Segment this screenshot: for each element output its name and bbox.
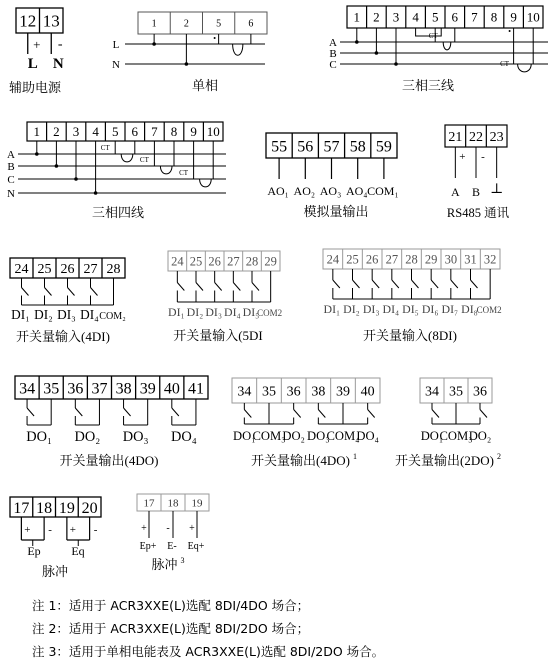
terminal-number: 26 xyxy=(365,252,379,267)
di-label-5: DI₅ xyxy=(402,302,419,316)
terminal-number: 26 xyxy=(60,262,75,278)
terminal-number: 5 xyxy=(216,18,222,30)
terminal-number: 23 xyxy=(489,130,504,146)
block-caption: 开关量输入(4DI) xyxy=(16,329,110,344)
do-label-4: DO₄ xyxy=(170,429,197,445)
terminal-number: 36 xyxy=(473,384,487,400)
terminal-number: 18 xyxy=(167,497,179,510)
terminal-number: 1 xyxy=(353,9,361,25)
minus-sign: - xyxy=(93,524,98,536)
minus-sign: - xyxy=(48,524,52,536)
terminal-number: 35 xyxy=(262,384,276,400)
analog-output-caption: 模拟量输出 xyxy=(303,204,369,219)
do-label-3: DO₃ xyxy=(122,429,149,445)
di-label-4: DI₄ xyxy=(80,307,99,322)
wire-label-l: L xyxy=(27,56,38,72)
terminal-number: 55 xyxy=(271,138,288,156)
plus-sign: + xyxy=(69,524,76,536)
terminal-number: 5 xyxy=(431,9,439,25)
terminal-number: 2 xyxy=(183,18,189,30)
di-label-2: DI₂ xyxy=(34,307,53,322)
rs485-diagram xyxy=(445,125,510,220)
terminal-number: 10 xyxy=(206,124,220,140)
terminal-number: 56 xyxy=(297,138,314,156)
terminal-number: 37 xyxy=(91,380,108,398)
terminal-number: 29 xyxy=(424,252,438,267)
pulse-label-ep: Ep xyxy=(27,544,41,558)
terminal-number: 34 xyxy=(237,384,252,400)
terminal-number: 24 xyxy=(14,262,29,278)
terminal-number: 27 xyxy=(385,252,399,267)
terminal-number: 57 xyxy=(323,138,340,156)
terminal-number: 1 xyxy=(33,124,41,140)
do-label-2: COM₃ xyxy=(252,429,286,443)
pulse-label-3: Eq+ xyxy=(187,541,205,552)
plus-sign: + xyxy=(141,523,147,534)
block-caption: 开关量输出(4DO) xyxy=(59,453,159,468)
wire-label-n: N xyxy=(7,188,15,200)
di-label-5: DI₅ xyxy=(242,305,260,319)
di-label-6: DI₆ xyxy=(421,302,439,316)
do-label-4: DO₃ xyxy=(307,429,330,443)
di8-diagram xyxy=(323,249,502,343)
wire-label-b: B xyxy=(329,48,337,60)
ct-label: CT xyxy=(179,169,189,177)
terminal-number: 25 xyxy=(346,252,359,267)
wire-label-b: B xyxy=(7,161,15,173)
terminal-number: 26 xyxy=(208,254,221,269)
di4-diagram xyxy=(10,258,126,344)
do2-diagram xyxy=(395,378,501,468)
do-label-5: COM₄ xyxy=(326,429,360,443)
ct-label: CT xyxy=(500,60,510,68)
do4-diagram xyxy=(15,376,208,468)
pulse-caption: 脉冲 xyxy=(41,564,69,579)
terminal-number: 40 xyxy=(360,384,375,400)
pulse-3-diagram xyxy=(137,494,209,572)
do-label-2: COM₃ xyxy=(439,429,473,443)
terminal-number: 17 xyxy=(143,497,155,510)
wire-label-a: A xyxy=(329,37,337,49)
terminal-number: 22 xyxy=(469,130,483,146)
minus-sign: - xyxy=(57,37,63,52)
do-label-6: DO₄ xyxy=(356,429,379,443)
terminal-number: 10 xyxy=(526,9,540,25)
terminal-number: 19 xyxy=(191,497,203,510)
terminal-number: 9 xyxy=(190,124,197,140)
do-label-3: DO₂ xyxy=(282,429,305,443)
single-phase-diagram xyxy=(112,12,267,93)
wire-label-c: C xyxy=(7,174,15,186)
do-label-1: DO₁ xyxy=(420,429,444,443)
do2-extra xyxy=(456,403,487,424)
terminal-number: 1 xyxy=(151,18,157,30)
terminal-number: 18 xyxy=(36,499,53,517)
terminal-number: 13 xyxy=(42,11,60,31)
ao-label-1: AO₁ xyxy=(267,184,289,198)
terminal-number: 2 xyxy=(373,9,380,25)
minus-sign: - xyxy=(481,151,485,163)
di-label-3: DI₃ xyxy=(205,305,222,319)
pulse-label-1: Ep+ xyxy=(139,541,157,552)
ct-label: CT xyxy=(100,144,110,152)
ao-label-4: AO₄ xyxy=(345,184,368,198)
di5-diagram xyxy=(168,251,282,343)
pulse-label-eq: Eq xyxy=(71,544,85,558)
di-label-1: DI₁ xyxy=(323,302,341,316)
terminal-number: 36 xyxy=(286,384,301,400)
ct-label: CT xyxy=(139,156,149,164)
terminal-number: 3 xyxy=(392,9,400,25)
terminal-number: 5 xyxy=(111,124,119,140)
wire-label-c: C xyxy=(329,59,337,71)
terminal-number: 39 xyxy=(336,384,350,400)
footnotes xyxy=(32,594,384,663)
di-label-8: DI₈ xyxy=(461,302,478,316)
terminal-number: 28 xyxy=(405,252,418,267)
terminal-number: 40 xyxy=(163,380,180,398)
plus-sign: + xyxy=(189,523,195,534)
aux-power-caption: 辅助电源 xyxy=(8,80,62,95)
terminal-number: 34 xyxy=(19,380,36,398)
three-phase-three-wire-caption: 三相三线 xyxy=(401,78,455,93)
wire-label-n: N xyxy=(52,56,64,72)
di-label-9: COM2 xyxy=(476,305,502,315)
three-phase-three-wire-diagram xyxy=(329,6,548,93)
di-label-2: DI₂ xyxy=(343,302,360,316)
wire-label-n: N xyxy=(112,59,120,71)
di-label-3: DI₃ xyxy=(362,302,380,316)
terminal-number: 12 xyxy=(19,11,37,31)
minus-sign: - xyxy=(166,523,170,534)
rs485-label-b: B xyxy=(471,185,481,199)
terminal-number: 27 xyxy=(227,254,240,269)
terminal-number: 38 xyxy=(311,384,326,400)
block-caption: 开关量输出(4DO) $^1$ xyxy=(251,452,357,468)
di-label-3: DI₃ xyxy=(57,307,76,322)
block-caption: 开关量输入(8DI) xyxy=(363,328,457,343)
block-caption: 开关量输出(2DO) $^2$ xyxy=(395,452,501,468)
terminal-number: 6 xyxy=(131,124,139,140)
wire-label-a: A xyxy=(7,149,15,161)
terminal-number: 7 xyxy=(471,9,478,25)
terminal-number: 6 xyxy=(451,9,459,25)
do-label-3: DO₂ xyxy=(468,429,492,443)
di-label-4: DI₄ xyxy=(224,305,241,319)
di-label-7: DI₇ xyxy=(441,302,459,316)
terminal-number: 9 xyxy=(510,9,517,25)
pulse-4-diagram xyxy=(10,497,101,579)
terminal-number: 7 xyxy=(151,124,158,140)
terminal-number: 3 xyxy=(72,124,80,140)
terminal-number: 6 xyxy=(248,18,254,30)
block-caption: 开关量输入(5DI xyxy=(173,328,263,343)
terminal-number: 19 xyxy=(58,499,75,517)
terminal-number: 20 xyxy=(81,499,98,517)
ground-icon: ⊥ xyxy=(490,182,504,197)
terminal-number: 28 xyxy=(106,262,121,278)
terminal-number: 4 xyxy=(412,9,419,25)
terminal-number: 4 xyxy=(92,124,99,140)
ao-label-2: AO₂ xyxy=(293,184,316,198)
pulse-label-2: E- xyxy=(167,541,177,552)
terminal-number: 30 xyxy=(444,252,458,267)
terminal-number: 28 xyxy=(245,254,259,269)
footnote-3: 注 3：适用于单相电能表及 ACR3XXE(L)选配 8DI/2DO 场合。 xyxy=(32,644,385,659)
terminal-number: 2 xyxy=(53,124,60,140)
footnote-1: 注 1：适用于 ACR3XXE(L)选配 8DI/4DO 场合； xyxy=(32,598,310,613)
terminal-number: 32 xyxy=(483,252,497,267)
terminal-number: 25 xyxy=(37,262,52,278)
do-label-1: DO₁ xyxy=(233,429,256,443)
three-phase-four-wire-caption: 三相四线 xyxy=(91,205,145,220)
rs485-caption: RS485 通讯 xyxy=(446,206,510,220)
terminal-number: 25 xyxy=(189,254,203,269)
di-label-1: DI₁ xyxy=(11,307,30,322)
terminal-number: 24 xyxy=(326,252,340,267)
footnote-2: 注 2：适用于 ACR3XXE(L)选配 8DI/2DO 场合； xyxy=(32,621,310,636)
di-label-4: DI₄ xyxy=(382,302,400,316)
di-label-6: COM2 xyxy=(257,308,283,318)
terminal-number: 34 xyxy=(425,384,439,400)
terminal-number: 58 xyxy=(349,138,366,156)
terminal-number: 24 xyxy=(171,254,184,269)
rs485-label-a: A xyxy=(450,185,460,199)
do-label-2: DO₂ xyxy=(74,429,101,445)
ao-label-5: COM₁ xyxy=(367,184,399,198)
single-phase-caption: 单相 xyxy=(191,78,219,93)
do4-com-diagram xyxy=(232,378,380,468)
di-label-5: COM₂ xyxy=(99,311,126,322)
terminal-number: 17 xyxy=(13,499,30,517)
di-label-2: DI₂ xyxy=(186,305,204,319)
terminal-number: 31 xyxy=(464,252,477,267)
plus-sign: + xyxy=(33,37,41,52)
terminal-number: 27 xyxy=(83,262,98,278)
ct-label: CT xyxy=(428,32,438,40)
plus-sign: + xyxy=(459,151,466,163)
terminal-number: 35 xyxy=(449,384,463,400)
terminal-number: 59 xyxy=(375,138,392,156)
terminal-number: 35 xyxy=(43,380,60,398)
three-phase-four-wire-diagram xyxy=(7,122,226,220)
terminal-number: 41 xyxy=(187,380,204,398)
aux-power-diagram xyxy=(9,8,64,95)
di-label-1: DI₁ xyxy=(168,305,185,319)
do-label-1: DO₁ xyxy=(26,429,53,445)
terminal-number: 36 xyxy=(67,380,84,398)
ao-label-3: AO₃ xyxy=(319,184,342,198)
terminal-number: 29 xyxy=(264,254,277,269)
analog-output-diagram xyxy=(266,133,399,219)
wire-label-l: L xyxy=(112,39,120,51)
terminal-number: 38 xyxy=(115,380,132,398)
terminal-number: 8 xyxy=(170,124,178,140)
plus-sign: + xyxy=(24,524,31,536)
pulse-caption: 脉冲 $^3$ xyxy=(151,556,185,572)
terminal-number: 39 xyxy=(139,380,156,398)
terminal-number: 8 xyxy=(490,9,498,25)
terminal-number: 21 xyxy=(448,130,463,146)
